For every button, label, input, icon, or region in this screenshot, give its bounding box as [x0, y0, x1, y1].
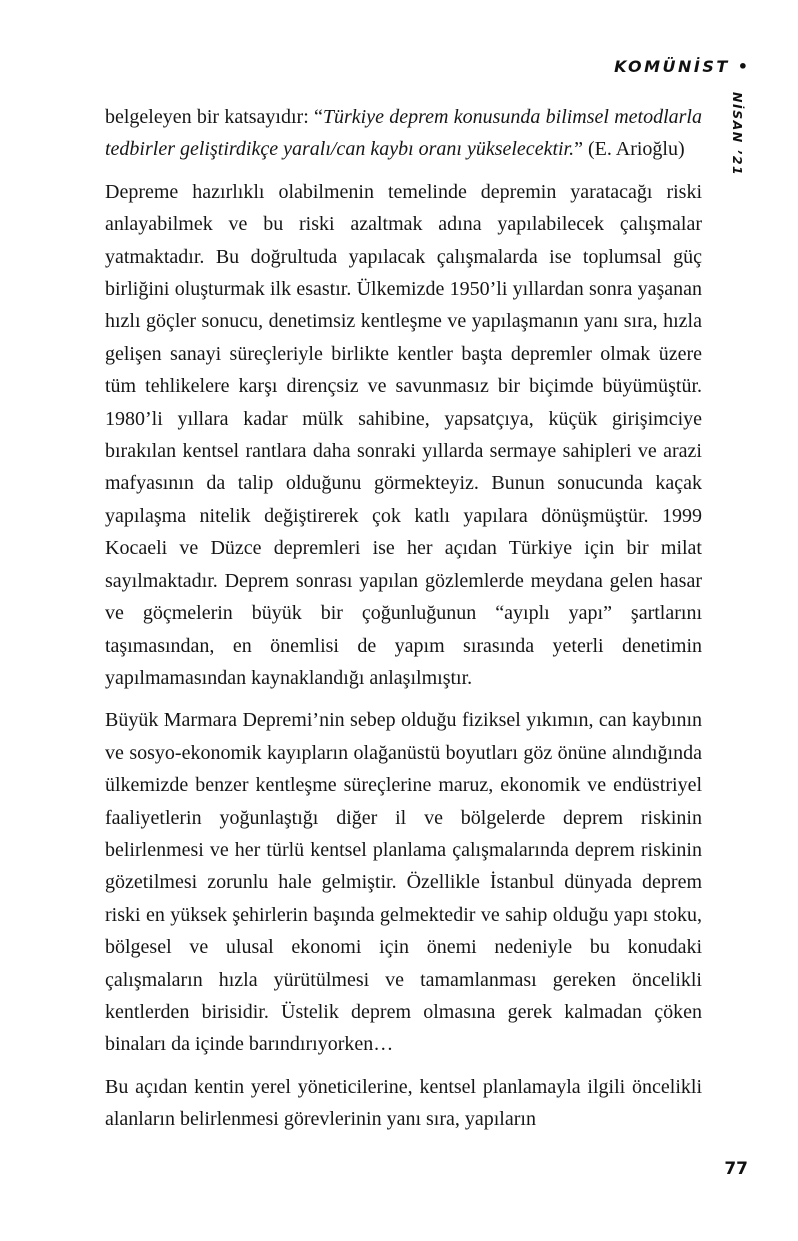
paragraph-2: Depreme hazırlıklı olabilmenin temelinde depremin yaratacağı riski anlayabilmek ve bu riski azaltmak adına yapılabilecek çalışmalar yatmaktadır. Bu doğrultuda yapılacak çalışmalarda ise toplumsal güç birliğini oluşturmak ilk esastır. Ülkemizde 1950’li yıllardan sonra yaşanan hızlı göçler sonucu, denetimsiz kentleşme ve yapılaşmanın yanı sıra, hızla gelişen sanayi süreçleriyle birlikte kentler başta depremler olmak üzere tüm tehlikelere karşı dirençsiz ve savunmasız bir biçimde büyümüştür. 1980’li yıllara kadar mülk sahibine, yapsatçıya, küçük girişimciye bırakılan kentsel rantlara daha sonraki yıllarda sermaye sahipleri ve arazi mafyasının da talip olduğunu görmekteyiz. Bunun sonucunda kaçak yapılaşma nitelik değiştirerek çok katlı yapılara dönüşmüştür. 1999 Kocaeli ve Düzce depremleri ise her açıdan Türkiye için bir milat sayılmaktadır. Deprem sonrası yapılan gözlemlerde meydana gelen hasar ve göçmelerin büyük bir çoğunluğunun “ayıplı yapı” şartlarını taşımasından, en önemlisi de yapım sırasında yeterli denetimin yapılmamasından kaynaklandığı anlaşılmıştır.: [105, 180, 702, 689]
issue-label: NİSAN ’21: [730, 92, 745, 177]
page-number: 77: [724, 1159, 748, 1179]
paragraph-3: Büyük Marmara Depremi’nin sebep olduğu fiziksel yıkımın, can kaybının ve sosyo-ekonomik kayıpların olağanüstü boyutları göz önüne alındığında ülkemizde benzer kentleşme süreçlerine maruz, ekonomik ve endüstriyel faaliyetlerin yoğunlaştığı diğer il ve bölgelerde deprem riskinin belirlenmesi ve her türlü kentsel planlama çalışmalarında deprem riskinin gözetilmesi zorunlu hale gelmiştir. Özellikle İstanbul dünyada deprem riski en yüksek şehirlerin başında gelmektedir ve sahip olduğu yapı stoku, bölgesel ve ulusal ekonomi için önemi nedeniyle bu konudaki çalışmaların hızla yürütülmesi ve tamamlanması gereken öncelikli kentlerden birisidir. Üstelik deprem olmasına gerek kalmadan çöken binaları da içinde barındırıyorken…: [105, 709, 702, 1056]
paragraph-1-lead: belgeleyen bir katsayıdır: “: [105, 106, 323, 128]
article-body: [105, 101, 702, 1146]
paragraph-1-tail: ” (E. Arioğlu): [574, 138, 685, 161]
paragraph-1-quote: Türkiye deprem konusunda bilimsel metodlarla tedbirler geliştirdikçe yaralı/can kaybı oranı yükselecektir.: [105, 106, 702, 161]
paragraph-1: [105, 101, 702, 166]
paragraph-4: Bu açıdan kentin yerel yöneticilerine, kentsel planlamayla ilgili öncelikli alanların belirlenmesi görevlerinin yanı sıra, yapıların: [105, 1075, 702, 1131]
journal-title: KOMÜNİST: [614, 57, 730, 76]
header-bullet: •: [737, 57, 748, 76]
page-header: [614, 57, 748, 76]
